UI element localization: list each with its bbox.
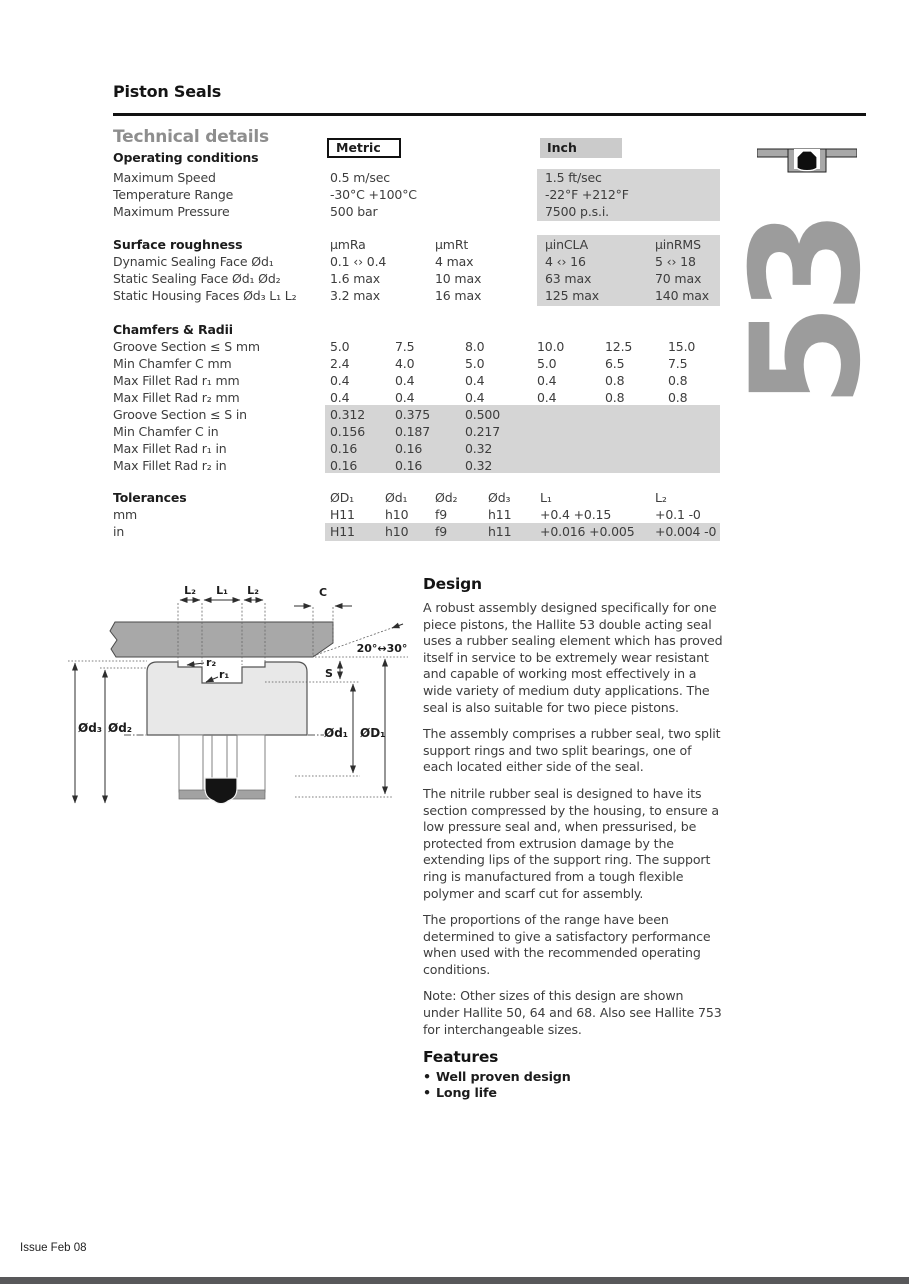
cell-value: 6.5 [605,356,625,371]
cell-value: 0.4 [395,390,415,405]
dia-label-d1: Ød₁ [324,726,349,740]
fillet-label-r1: r₁ [219,668,230,681]
dim-label-c: C [318,586,328,599]
cell-value: 15.0 [668,339,696,354]
cell-value: h10 [385,524,409,539]
inch-value: 7500 p.s.i. [545,204,609,219]
column-header: μinCLA [545,237,588,252]
cell-value: 0.4 [465,390,485,405]
table-row [113,441,720,458]
cell-value: f9 [435,524,448,539]
cell-value: 0.8 [668,373,688,388]
cell-value: 0.4 [395,373,415,388]
column-header: μmRt [435,237,469,252]
design-heading: Design [423,575,482,593]
cell-value: 4.0 [395,356,415,371]
cell-value: 4 max [435,254,474,269]
row-label: Static Sealing Face Ød₁ Ød₂ [113,271,281,286]
table-heading: Surface roughness [113,237,243,252]
design-paragraph: Note: Other sizes of this design are shown under Hallite 50, 64 and 68. Also see Hallite 753 for interchangeable sizes. [423,988,722,1037]
cell-value: 0.16 [395,441,423,456]
footer-bar [0,1277,909,1284]
cell-value: 2.4 [330,356,350,371]
column-header: ØD₁ [330,490,355,505]
feature-text: Long life [435,1085,497,1100]
dia-label-D1: ØD₁ [360,726,386,740]
column-header: Ød₁ [385,490,408,505]
row-label: Temperature Range [113,187,234,202]
dia-label-d2: Ød₂ [108,721,133,735]
table-row [113,187,720,204]
cell-value: 0.312 [330,407,366,422]
fillet-label-r2: r₂ [206,656,217,669]
bullet-icon: • [423,1069,431,1084]
metric-units-tab: Metric [327,138,401,158]
title-rule [113,113,866,116]
row-label: Maximum Pressure [113,204,230,219]
row-label: Max Fillet Rad r₁ in [113,441,227,456]
cell-value: 12.5 [605,339,633,354]
cell-value: h11 [488,507,512,522]
column-header: L₁ [540,490,552,505]
issue-date-label: Issue Feb 08 [20,1242,87,1254]
angle-range-label: 20°↔30° [356,642,408,655]
row-label: in [113,524,125,539]
cell-value: 7.5 [668,356,688,371]
cell-value: 5.0 [537,356,557,371]
dia-label-d3: Ød₃ [78,721,103,735]
rubber-seal-element [205,778,237,804]
column-header: L₂ [655,490,667,505]
cell-value: +0.004 -0 [655,524,717,539]
cell-value: 0.4 [330,390,350,405]
table-row [113,524,720,541]
table-row [113,339,720,356]
cell-value: 0.8 [605,373,625,388]
table-heading: Tolerances [113,490,187,505]
table-row [113,254,720,271]
row-label: Max Fillet Rad r₂ in [113,458,227,473]
row-label: Groove Section ≤ S in [113,407,247,422]
cell-value: 0.4 [537,390,557,405]
cell-value: 0.8 [605,390,625,405]
inch-value: -22°F +212°F [545,187,629,202]
design-paragraph: The assembly comprises a rubber seal, two split support rings and two split bearings, one of each located either side of the seal. [423,726,721,775]
page-title: Piston Seals [113,82,222,101]
cell-value: 0.4 [537,373,557,388]
cell-value: h11 [488,524,512,539]
tolerances-table [113,490,720,541]
table-row [113,204,720,221]
row-label: Dynamic Sealing Face Ød₁ [113,254,274,269]
series-53-graphic: 53 [720,219,894,408]
table-row [113,458,720,475]
features-heading: Features [423,1048,499,1066]
dim-label-l2-right: L₂ [247,584,259,597]
cell-value: 8.0 [465,339,485,354]
cell-value: 5 ‹› 18 [655,254,696,269]
seal-profile-icon [757,142,857,176]
table-row [113,390,720,407]
metric-value: 500 bar [330,204,378,219]
inch-units-tab: Inch [540,138,622,158]
surface-roughness-table [113,237,720,305]
design-paragraph: A robust assembly designed specifically for one piece pistons, the Hallite 53 double acting seal uses a rubber sealing element which has proved itself in service to be extremely wear resistant and capable of working most effectively in a wide variety of medium duty applications. The seal is also suitable for two piece pistons. [423,600,723,715]
cell-value: 0.187 [395,424,431,439]
design-paragraph: The proportions of the range have been determined to give a satisfactory performance when used with the recommended operating conditions. [423,912,711,977]
table-row [113,407,720,424]
cell-value: 0.32 [465,441,493,456]
cell-value: 0.16 [330,458,358,473]
dim-label-l1: L₁ [216,584,228,597]
design-section [423,575,723,1048]
cell-value: 125 max [545,288,600,303]
cell-value: 0.375 [395,407,431,422]
cell-value: 0.8 [668,390,688,405]
column-header: Ød₂ [435,490,458,505]
row-label: Min Chamfer C mm [113,356,232,371]
cell-value: 140 max [655,288,710,303]
piston-leg-right [237,735,265,792]
cell-value: 0.32 [465,458,493,473]
column-header: μmRa [330,237,366,252]
table-row [113,170,720,187]
row-label: Min Chamfer C in [113,424,219,439]
cell-value: 63 max [545,271,592,286]
cell-value: 0.156 [330,424,366,439]
table-row [113,271,720,288]
cell-value: 0.4 [465,373,485,388]
piston-leg-left [179,735,203,792]
cell-value: 0.217 [465,424,501,439]
table-row [113,507,720,524]
groove-section-drawing [60,575,420,815]
feature-item [423,1069,723,1085]
cell-value: h10 [385,507,409,522]
cell-value: H11 [330,507,355,522]
cell-value: f9 [435,507,448,522]
table-row [113,288,720,305]
inch-value: 1.5 ft/sec [545,170,602,185]
dim-label-s: S [325,667,333,680]
cell-value: 16 max [435,288,482,303]
design-paragraph: The nitrile rubber seal is designed to have its section compressed by the housing, to ensure a low pressure seal and, when pressurised, be protected from extrusion damage by the extending lips of the support ring. The support ring is manufactured from a tough flexible polymer and scarf cut for assembly. [423,785,719,901]
row-label: Groove Section ≤ S mm [113,339,260,354]
row-label: Maximum Speed [113,170,216,185]
cell-value: 10 max [435,271,482,286]
cell-value: 0.16 [395,458,423,473]
cell-value: 5.0 [330,339,350,354]
metric-value: -30°C +100°C [330,187,417,202]
feature-item [423,1085,723,1101]
cell-value: H11 [330,524,355,539]
column-header: Ød₃ [488,490,511,505]
cell-value: 0.16 [330,441,358,456]
housing-bar [110,622,333,657]
column-header: μinRMS [655,237,701,252]
feature-text: Well proven design [435,1069,571,1084]
cell-value: 4 ‹› 16 [545,254,586,269]
table-row [113,356,720,373]
cell-value: 7.5 [395,339,415,354]
cell-value: +0.4 +0.15 [540,507,612,522]
row-label: Max Fillet Rad r₁ mm [113,373,240,388]
bullet-icon: • [423,1085,431,1100]
dim-label-l2-left: L₂ [184,584,196,597]
cell-value: +0.016 +0.005 [540,524,635,539]
cell-value: 1.6 max [330,271,381,286]
table-row [113,373,720,390]
operating-conditions-table [113,150,720,221]
row-label: Static Housing Faces Ød₃ L₁ L₂ [113,288,297,303]
cell-value: 0.500 [465,407,501,422]
cell-value: 0.4 [330,373,350,388]
row-label: Max Fillet Rad r₂ mm [113,390,240,405]
cell-value: +0.1 -0 [655,507,701,522]
features-section [423,1048,723,1101]
cell-value: 70 max [655,271,702,286]
chamfers-radii-table [113,322,720,475]
cell-value: 0.1 ‹› 0.4 [330,254,387,269]
cell-value: 3.2 max [330,288,381,303]
table-heading: Chamfers & Radii [113,322,233,337]
table-heading: Operating conditions [113,150,259,165]
row-label: mm [113,507,138,522]
section-heading: Technical details [113,127,269,147]
table-row [113,424,720,441]
metric-value: 0.5 m/sec [330,170,390,185]
cell-value: 5.0 [465,356,485,371]
cell-value: 10.0 [537,339,565,354]
